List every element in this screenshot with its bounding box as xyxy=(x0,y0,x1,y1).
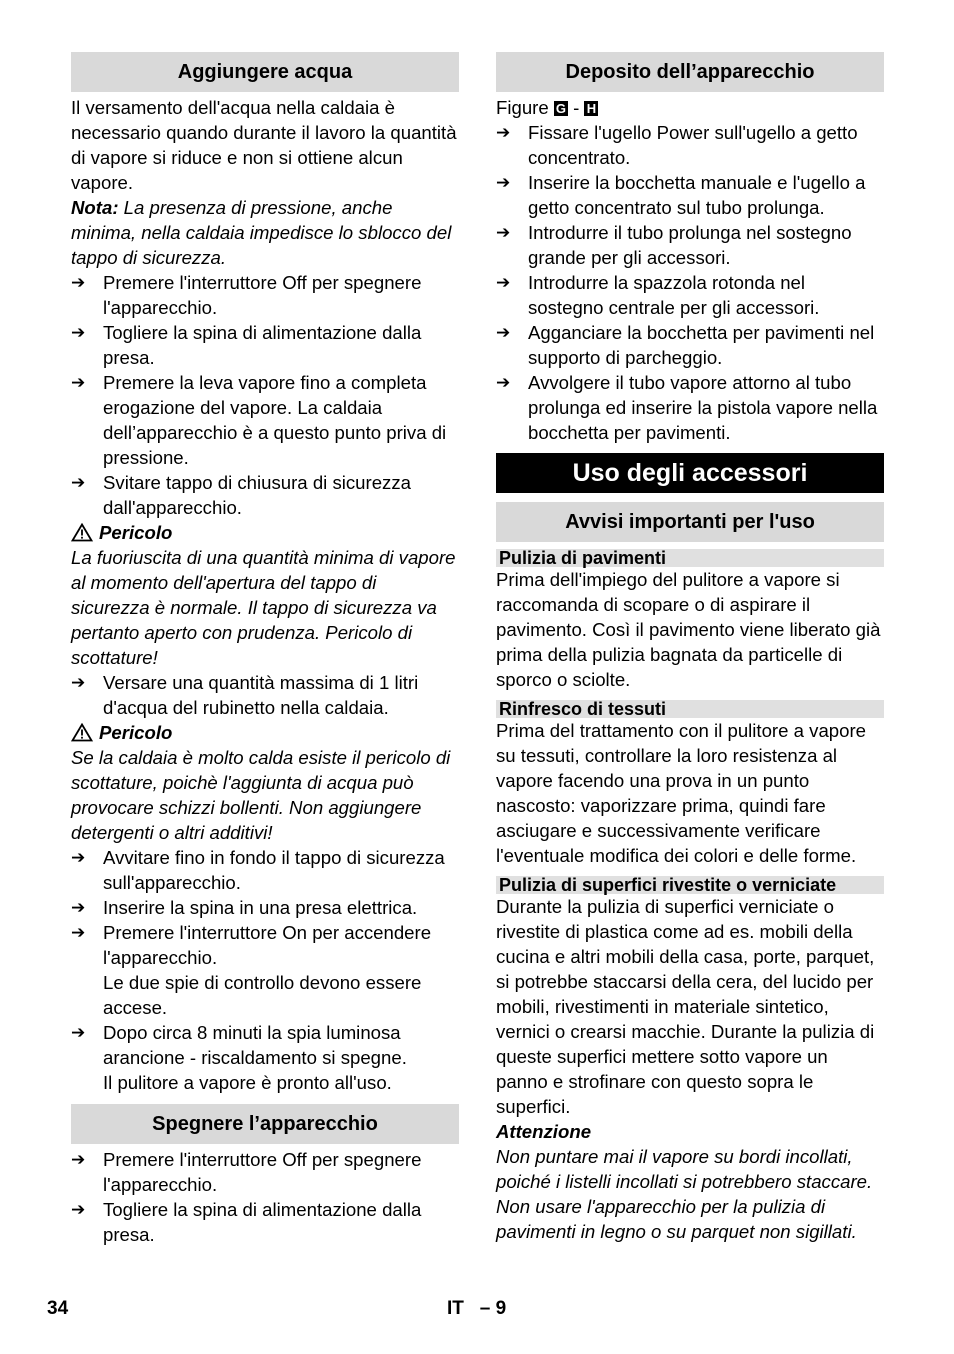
arrow-right-icon: ➔ xyxy=(496,173,511,192)
paragraph: Prima del trattamento con il pulitore a vapore su tessuti, controllare la loro resistenza al vapore facendo una prova in un punto nascosto: vaporizzare prima, quindi fare asciugare e successivamente verificare l'eventuale modifica dei colori e delle forme. xyxy=(496,720,866,866)
arrow-right-icon: ➔ xyxy=(496,323,511,342)
arrow-right-icon: ➔ xyxy=(496,123,511,142)
arrow-right-icon: ➔ xyxy=(71,273,86,292)
bullet-item: ➔ Premere l'interruttore On per accendere l'apparecchio. Le due spie di controllo devono essere accese. xyxy=(71,922,432,1018)
warning-triangle-icon xyxy=(71,723,93,742)
section-heading-avvisi: Avvisi importanti per l'uso xyxy=(496,502,884,542)
bullet-item: ➔ Agganciare la bocchetta per pavimenti nel supporto di parcheggio. xyxy=(496,322,875,368)
arrow-right-icon: ➔ xyxy=(71,848,86,867)
attention-label: Attenzione xyxy=(496,1121,592,1142)
figure-label-g: G xyxy=(555,101,566,116)
section-heading-deposito: Deposito dell’apparecchio xyxy=(496,52,884,92)
bullet-item: ➔ Premere l'interruttore Off per spegnere l'apparecchio. xyxy=(71,272,422,318)
bullet-item: ➔ Togliere la spina di alimentazione dalla presa. xyxy=(71,1199,422,1245)
arrow-right-icon: ➔ xyxy=(71,323,86,342)
paragraph: Durante la pulizia di superfici verniciate o rivestite di plastica come ad es. mobili della cucina e altri mobili della casa, porte, parquet, si potrebbe staccarsi della cera, del lucido per mobili, rivestimenti in materiale sintetico, vernici o crearsi macchie. Durante la pulizia di queste superfici mettere sotto vapore un panno e strofinare con questo sopra le superfici. xyxy=(496,896,875,1117)
arrow-right-icon: ➔ xyxy=(71,1023,86,1042)
chapter-title: Uso degli accessori xyxy=(496,453,884,493)
arrow-right-icon: ➔ xyxy=(71,1150,86,1169)
bullet-item: ➔ Introdurre il tubo prolunga nel sostegno grande per gli accessori. xyxy=(496,222,852,268)
arrow-right-icon: ➔ xyxy=(71,1200,86,1219)
bullet-item: ➔ Introdurre la spazzola rotonda nel sostegno centrale per gli accessori. xyxy=(496,272,820,318)
warning-text: Se la caldaia è molto calda esiste il pericolo di scottature, poichè l'aggiunta di acqua può provocare schizzi bollenti. Non aggiungere detergenti o altri additivi! xyxy=(71,747,451,843)
warning-text: La fuoriuscita di una quantità minima di vapore al momento dell'apertura del tappo di sicurezza è normale. Il tappo di sicurezza va pertanto aperto con prudenza. Pericolo di scottature! xyxy=(71,547,456,668)
section-heading-aggiungere-acqua: Aggiungere acqua xyxy=(71,52,459,92)
bullet-item: ➔ Fissare l'ugello Power sull'ugello a getto concentrato. xyxy=(496,122,858,168)
arrow-right-icon: ➔ xyxy=(496,273,511,292)
bullet-item: ➔ Avvitare fino in fondo il tappo di sicurezza sull'apparecchio. xyxy=(71,847,445,893)
bullet-item: ➔ Versare una quantità massima di 1 litri d'acqua del rubinetto nella caldaia. xyxy=(71,672,419,718)
warning-heading: Pericolo xyxy=(71,520,459,545)
footer-language: IT – 9 xyxy=(447,1298,507,1319)
subheading-tessuti: Rinfresco di tessuti xyxy=(496,700,884,718)
arrow-right-icon: ➔ xyxy=(71,898,86,917)
left-column xyxy=(71,52,459,1247)
arrow-right-icon: ➔ xyxy=(496,223,511,242)
figure-label-h: H xyxy=(584,101,598,116)
arrow-right-icon: ➔ xyxy=(496,373,511,392)
warning-triangle-icon xyxy=(71,523,93,542)
bullet-item: ➔ Premere l'interruttore Off per spegnere l'apparecchio. xyxy=(71,1149,422,1195)
bullet-item: ➔ Dopo circa 8 minuti la spia luminosa arancione - riscaldamento si spegne. Il pulitore a vapore è pronto all'uso. xyxy=(71,1022,407,1093)
arrow-right-icon: ➔ xyxy=(71,673,86,692)
paragraph: Il versamento dell'acqua nella caldaia è necessario quando durante il lavoro la quantità di vapore si riduce e non si ottiene alcun vapore. xyxy=(71,97,457,193)
arrow-right-icon: ➔ xyxy=(71,473,86,492)
right-column xyxy=(496,52,884,1244)
warning-heading: Pericolo xyxy=(71,720,459,745)
paragraph: Prima dell'impiego del pulitore a vapore si raccomanda di scopare o di aspirare il pavimento. Così il pavimento viene liberato già prima della pulizia bagnata da particelle di sporco o sciolte. xyxy=(496,569,881,690)
arrow-right-icon: ➔ xyxy=(71,923,86,942)
bullet-item: ➔ Inserire la spina in una presa elettrica. xyxy=(71,897,418,918)
bullet-item: ➔ Svitare tappo di chiusura di sicurezza dall'apparecchio. xyxy=(71,472,411,518)
nota-label: Nota: xyxy=(71,197,119,218)
nota-text: La presenza di pressione, anche minima, nella caldaia impedisce lo sblocco del tappo di sicurezza. xyxy=(71,197,452,268)
bullet-item: ➔ Avvolgere il tubo vapore attorno al tubo prolunga ed inserire la pistola vapore nella bocchetta per pavimenti. xyxy=(496,372,878,443)
subheading-superfici: Pulizia di superfici rivestite o verniciate xyxy=(496,876,884,894)
page-number: 34 xyxy=(47,1298,69,1319)
bullet-item: ➔ Premere la leva vapore fino a completa erogazione del vapore. La caldaia dell’apparecchio è a questo punto priva di pressione. xyxy=(71,372,447,468)
figure-reference: Figure G - H xyxy=(496,95,884,120)
attention-text: Non puntare mai il vapore su bordi incollati, poiché i listelli incollati si potrebbero staccare. Non usare l'apparecchio per la pulizia di pavimenti in legno o su parquet non sigillati. xyxy=(496,1146,873,1242)
section-heading-spegnere: Spegnere l’apparecchio xyxy=(71,1104,459,1144)
arrow-right-icon: ➔ xyxy=(71,373,86,392)
bullet-item: ➔ Togliere la spina di alimentazione dalla presa. xyxy=(71,322,422,368)
bullet-item: ➔ Inserire la bocchetta manuale e l'ugello a getto concentrato sul tubo prolunga. xyxy=(496,172,866,218)
subheading-pavimenti: Pulizia di pavimenti xyxy=(496,549,884,567)
nota xyxy=(71,195,459,270)
